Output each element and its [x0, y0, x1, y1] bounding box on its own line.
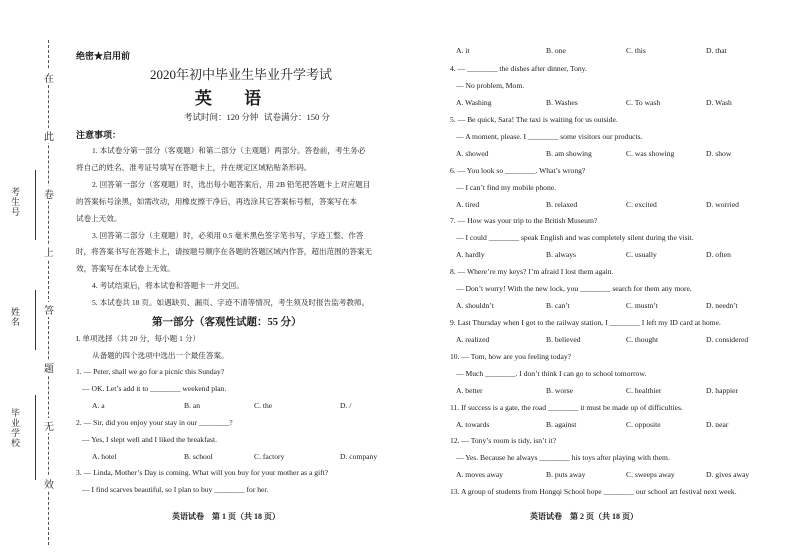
notice-heading: 注意事项：: [76, 130, 122, 140]
notice-line: 1. 本试卷分第一部分（客观题）和第二部分（主观题）两部分。答卷前，考生务必: [92, 146, 366, 155]
school-label: 毕业学校: [10, 408, 20, 448]
confidential-mark: 绝密★启用前: [76, 51, 131, 61]
option: C. To wash: [626, 98, 661, 107]
binding-char: 答: [43, 302, 55, 317]
option: A. hotel: [92, 452, 117, 461]
option: B. always: [546, 250, 576, 259]
option: A. hardly: [456, 250, 485, 259]
notice-line: 效，答案写在本试卷上无效。: [76, 264, 175, 274]
binding-char: 在: [43, 70, 55, 85]
notice-line: 将自己的姓名、准考证号填写在答题卡上，并在规定区域粘贴条形码。: [76, 162, 312, 172]
option: D. often: [706, 250, 731, 259]
question-stem: 5. — Be quick, Sara! The taxi is waiting for us outside.: [450, 115, 618, 124]
question-stem: 8. — Where’re my keys? I’m afraid I lost them again.: [450, 267, 614, 276]
answer-line: — OK. Let’s add it to ________ weekend plan.: [82, 384, 227, 393]
binding-char: 题: [43, 360, 55, 375]
answer-line: — I find scarves beautiful, so I plan to buy ________ for her.: [82, 485, 269, 494]
section-instruction: 从备题的四个选项中选出一个最佳答案。: [92, 351, 229, 360]
answer-line: — I can’t find my mobile phone.: [456, 183, 557, 192]
question-stem: 13. A group of students from Hongqi School hope ________ our school art festival next week.: [450, 487, 737, 496]
option: A. realized: [456, 335, 490, 344]
option: B. puts away: [546, 470, 586, 479]
option: C. thought: [626, 335, 659, 344]
option: B. Washes: [546, 98, 578, 107]
notice-line: 的答案标号涂黑，如需改动，用橡皮擦干净后，再选涂其它答案标号框，答案写在本: [76, 196, 357, 206]
option: C. mustn’t: [626, 301, 658, 310]
exam-title: 2020年初中毕业生毕业升学考试: [150, 67, 333, 82]
page2-footer: 英语试卷 第 2 页（共 18 页）: [530, 512, 638, 521]
binding-char: 上: [43, 244, 55, 259]
notice-line: 2. 回答第一部分（客观题）时，选出每小题答案后，用 2B 铅笔把答题卡上对应题目: [92, 179, 371, 189]
option: A. better: [456, 386, 483, 395]
option: A. showed: [456, 149, 489, 158]
option: A. shouldn’t: [456, 301, 494, 310]
option: C. sweeps away: [626, 470, 675, 479]
option: D. happier: [706, 386, 739, 395]
student-number-label: 考生号: [10, 187, 20, 217]
option: D. show: [706, 149, 732, 158]
option: C. was showing: [626, 149, 675, 158]
notice-line: 试卷上无效。: [76, 213, 122, 223]
binding-char: 此: [43, 128, 55, 143]
option: A. Washing: [456, 98, 492, 107]
binding-char: 效: [43, 476, 55, 491]
exam-time: 考试时间：120 分钟: [184, 112, 259, 122]
option: B. relaxed: [546, 200, 578, 209]
question-stem: 11. If success is a gate, the road ________ it must be made up of difficulties.: [450, 403, 683, 412]
notice-line: 4. 考试结束后，将本试卷和答题卡一并交回。: [92, 281, 244, 291]
page1-footer: 英语试卷 第 1 页（共 18 页）: [172, 512, 280, 521]
question-stem: 6. — You look so ________. What’s wrong?: [450, 166, 586, 175]
option: A. a: [92, 401, 105, 410]
notice-line: 5. 本试卷共 18 页。如遇缺页、漏页、字迹不清等情况，考生须及时报告监考教师。: [92, 298, 370, 308]
option: D. needn’t: [706, 301, 738, 310]
question-stem: 10. — Tom, how are you feeling today?: [450, 352, 572, 361]
exam-subject: 英 语: [194, 89, 276, 108]
answer-line: — Much ________. I don’t think I can go to school tomorrow.: [456, 369, 647, 378]
question-stem: 4. — ________ the dishes after dinner, Tony.: [450, 64, 587, 73]
part-one-title: 第一部分（客观性试题：55 分）: [152, 317, 302, 328]
option: B. am showing: [546, 149, 592, 158]
question-stem: 12. — Tony’s room is tidy, isn’t it?: [450, 436, 557, 445]
name-label: 姓名: [10, 307, 20, 327]
option: D. company: [340, 452, 378, 461]
option: C. factory: [254, 452, 285, 461]
option: B. worse: [546, 386, 573, 395]
option: C. opposite: [626, 420, 661, 429]
option: D. that: [706, 46, 727, 55]
option: C. excited: [626, 200, 657, 209]
option: B. one: [546, 46, 566, 55]
option: D. worried: [706, 200, 739, 209]
option: B. can’t: [546, 301, 570, 310]
name-line: [35, 290, 36, 350]
answer-line: — Yes, I slept well and I liked the breakfast.: [82, 435, 217, 444]
option: D. gives away: [706, 470, 750, 479]
notice-line: 3. 回答第二部分（主观题）时，必须用 0.5 毫米黑色签字笔书写，字迹工整、作答: [92, 230, 364, 240]
question-stem: 3. — Linda, Mother’s Day is coming. What will you buy for your mother as a gift?: [76, 468, 329, 477]
option: C. healthier: [626, 386, 662, 395]
binding-char: 卷: [43, 186, 55, 201]
section-heading: I. 单项选择（共 20 分，每小题 1 分）: [76, 334, 201, 343]
question-stem: 2. — Sir, did you enjoy your stay in our ________?: [76, 418, 233, 427]
question-stem: 9. Last Thursday when I got to the railway station, I ________ I left my ID card at home.: [450, 318, 721, 327]
option: D. near: [706, 420, 729, 429]
answer-line: — I could ________ speak English and was completely silent during the visit.: [456, 233, 694, 242]
option: B. an: [184, 401, 201, 410]
option: C. this: [626, 46, 646, 55]
question-stem: 1. — Peter, shall we go for a picnic this Sunday?: [76, 367, 225, 376]
option: B. school: [184, 452, 213, 461]
option: D. considered: [706, 335, 749, 344]
option: A. it: [456, 46, 470, 55]
option: A. moves away: [456, 470, 504, 479]
option: C. usually: [626, 250, 657, 259]
option: C. the: [254, 401, 273, 410]
option: D. /: [340, 401, 352, 410]
answer-line: — A moment, please. I ________ some visitors our products.: [456, 132, 643, 141]
option: A. tired: [456, 200, 480, 209]
school-line: [35, 395, 36, 480]
full-score: 试卷满分：150 分: [264, 112, 330, 122]
option: B. against: [546, 420, 577, 429]
question-stem: 7. — How was your trip to the British Museum?: [450, 216, 598, 225]
student-number-line: [35, 170, 36, 240]
option: D. Wash: [706, 98, 732, 107]
binding-dashed-line: [48, 40, 49, 545]
option: A. towards: [456, 420, 490, 429]
binding-char: 无: [43, 418, 55, 433]
option: B. believed: [546, 335, 581, 344]
notice-line: 时，将答案书写在答题卡上，请按题号顺序在各题的答题区域内作答，超出范围的答案无: [76, 247, 373, 257]
answer-line: — No problem, Mom.: [456, 81, 525, 90]
answer-line: — Don’t worry! With the new lock, you ________ search for them any more.: [456, 284, 692, 293]
answer-line: — Yes. Because he always ________ his toys after playing with them.: [456, 453, 670, 462]
